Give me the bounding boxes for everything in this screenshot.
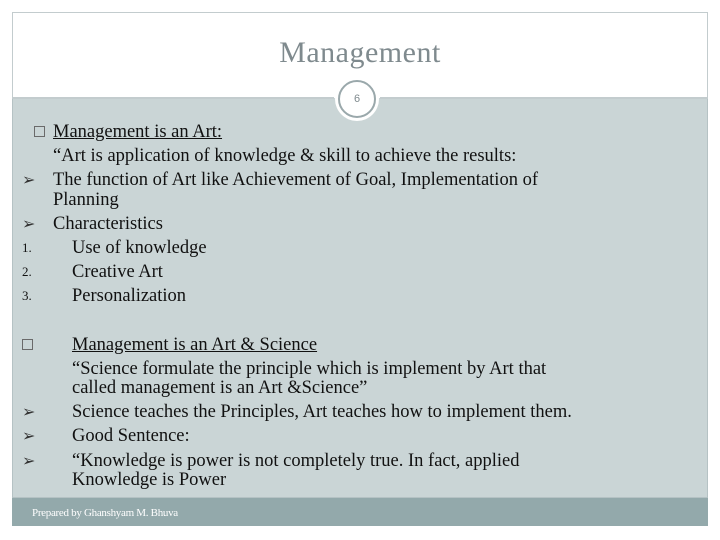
list-item: Use of knowledge [72,238,207,258]
section1-quote: “Art is application of knowledge & skill to achieve the results: [53,146,517,166]
section2-quote-line2: called management is an Art &Science” [72,378,368,398]
page-number-badge [338,80,376,118]
section2-quote-line1: “Science formulate the principle which is implement by Art that [72,359,547,379]
square-bullet-icon [22,339,33,350]
section2-bullet3-line1: “Knowledge is power is not completely true. In fact, applied [72,451,520,471]
footer-bar [12,498,708,526]
list-item: Personalization [72,286,187,306]
arrow-bullet-icon: ➢ [22,214,36,233]
page-number: 6 [353,93,361,105]
footer-text: Prepared by Ghanshyam M. Bhuva [32,507,178,519]
arrow-bullet-icon: ➢ [22,451,36,470]
divider-left [12,97,334,99]
list-number: 3. [22,288,32,303]
arrow-bullet-icon: ➢ [22,426,36,445]
section2-heading: Management is an Art & Science [72,335,318,355]
arrow-bullet-icon: ➢ [22,402,36,421]
section2-bullet3-line2: Knowledge is Power [72,470,227,490]
list-item: Creative Art [72,262,163,282]
section1-bullet1-line1: The function of Art like Achievement of Goal, Implementation of [53,170,538,190]
section2-bullet1: Science teaches the Principles, Art teaches how to implement them. [72,402,572,422]
section1-bullet1-line2: Planning [53,190,119,210]
arrow-bullet-icon: ➢ [22,170,36,189]
list-number: 2. [22,264,32,279]
list-number: 1. [22,240,32,255]
section1-bullet2: Characteristics [53,214,163,234]
slide-title: Management [279,36,441,69]
square-bullet-icon [34,126,45,137]
section1-heading: Management is an Art: [53,122,223,142]
divider-right [380,97,708,99]
section2-bullet2: Good Sentence: [72,426,190,446]
